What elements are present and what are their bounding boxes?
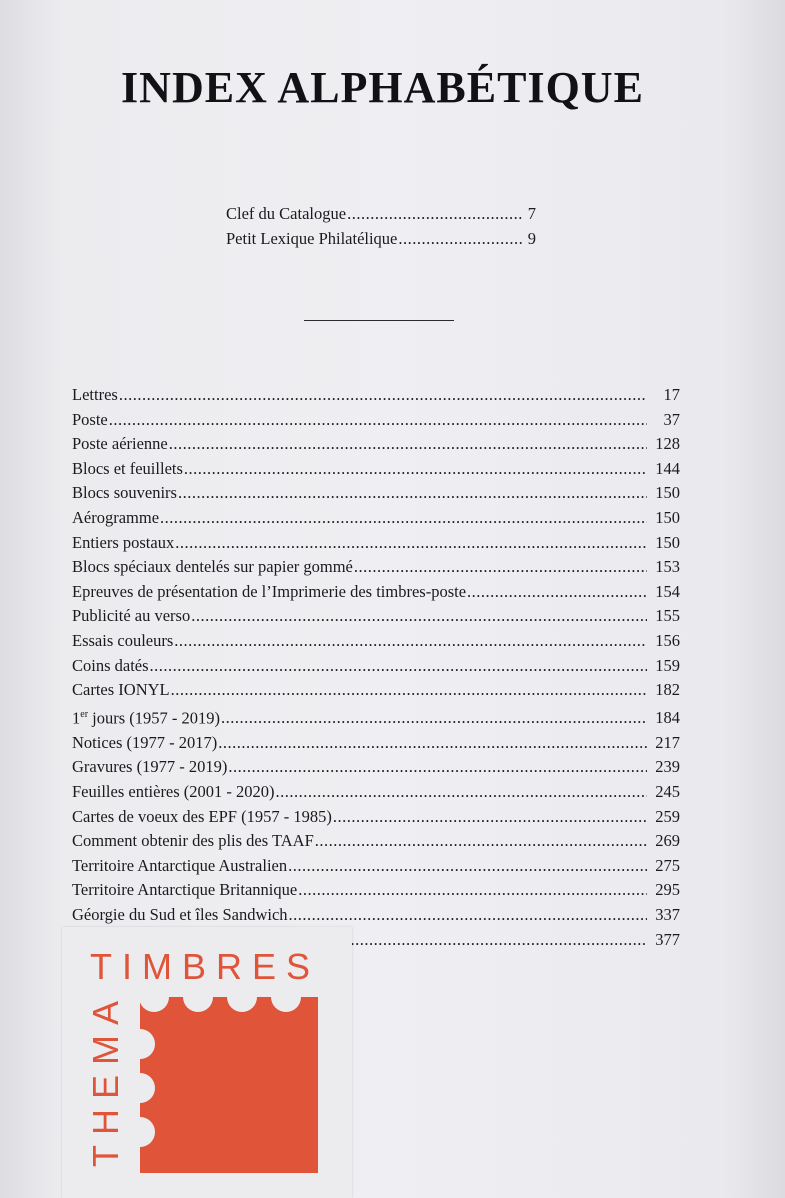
- index-entry: [72, 408, 680, 433]
- page-title: INDEX ALPHABÉTIQUE: [121, 63, 644, 112]
- dot-leader: [191, 604, 647, 629]
- dot-leader: [109, 408, 647, 433]
- entry-label: Feuilles entières (2001 - 2020): [72, 782, 275, 801]
- entry-label: [72, 703, 220, 731]
- entry-page: 275: [655, 855, 680, 875]
- entry-label: Blocs spéciaux dentelés sur papier gommé: [72, 557, 353, 577]
- entry-label: Blocs et feuillets: [72, 458, 183, 478]
- index-entry: [72, 580, 680, 605]
- dot-leader: [169, 432, 647, 457]
- entry-label: Notices (1977 - 2017): [72, 732, 218, 752]
- entry-label: Territoire Antarctique Australien: [72, 855, 288, 875]
- entry-page: 337: [655, 904, 680, 924]
- entry-page: 269: [655, 831, 680, 851]
- dot-leader: [175, 531, 647, 556]
- dot-leader: [160, 506, 647, 531]
- entry-page: 17: [663, 385, 680, 404]
- section-divider: [304, 320, 454, 321]
- entry-label: Essais couleurs: [72, 630, 174, 650]
- entry-page: 144: [655, 458, 680, 478]
- entry-label: Gravures (1977 - 2019): [72, 757, 228, 777]
- entry-label: Cartes IONYL: [72, 680, 170, 700]
- index-entry: [72, 531, 680, 556]
- dot-leader: [315, 829, 647, 854]
- dot-leader: [119, 383, 647, 408]
- entry-label: Territoire Antarctique Britannique: [72, 880, 298, 900]
- index-entry: [72, 555, 680, 580]
- index-entry: [72, 432, 680, 457]
- entry-label: Petit Lexique Philatélique: [226, 228, 398, 248]
- index-entry: [72, 457, 680, 482]
- entry-label: Lettres: [72, 385, 118, 404]
- entry-page: 37: [663, 409, 680, 429]
- index-entry: [226, 202, 536, 227]
- entry-label: Poste: [72, 409, 108, 429]
- dot-leader: [221, 706, 647, 731]
- entry-label: Blocs souvenirs: [72, 483, 177, 503]
- entry-label-superscript: er: [80, 708, 89, 720]
- entry-page: 155: [655, 606, 680, 626]
- logo-word-timbres: TIMBRES: [90, 946, 321, 987]
- main-index-list: [72, 383, 680, 952]
- entry-page: 295: [655, 880, 680, 900]
- entry-label: Cartes de voeux des EPF (1957 - 1985): [72, 806, 332, 826]
- entry-page: 182: [655, 680, 680, 700]
- thema-timbres-logo: [62, 927, 352, 1198]
- index-entry: [72, 604, 680, 629]
- stamp-shape: [140, 997, 318, 1173]
- index-entry: [72, 383, 680, 408]
- dot-leader: [174, 629, 647, 654]
- dot-leader: [218, 731, 647, 756]
- dot-leader: [150, 654, 647, 679]
- index-entry: [72, 829, 680, 854]
- dot-leader: [333, 805, 647, 830]
- index-entry: [72, 854, 680, 879]
- index-entry: [72, 780, 680, 805]
- index-entry: [72, 731, 680, 756]
- dot-leader: [398, 227, 523, 252]
- index-entry: [72, 481, 680, 506]
- entry-page: 150: [655, 532, 680, 552]
- entry-page: 7: [527, 204, 536, 223]
- entry-label: Epreuves de présentation de l’Imprimerie des timbres-poste: [72, 581, 467, 601]
- entry-label: Poste aérienne: [72, 434, 168, 454]
- entry-page: 9: [527, 228, 536, 248]
- index-entry: [72, 878, 680, 903]
- entry-label: Géorgie du Sud et îles Sandwich: [72, 904, 288, 924]
- entry-label: Entiers postaux: [72, 532, 175, 552]
- index-entry: [72, 703, 680, 731]
- dot-leader: [288, 854, 647, 879]
- dot-leader: [347, 202, 523, 227]
- dot-leader: [228, 755, 647, 780]
- entry-page: 153: [655, 557, 680, 577]
- entry-page: 154: [655, 581, 680, 601]
- entry-label: Coins datés: [72, 655, 149, 675]
- dot-leader: [178, 481, 647, 506]
- top-index-list: [226, 202, 536, 251]
- index-entry: [72, 805, 680, 830]
- logo-graphic: [62, 927, 352, 1198]
- entry-page: 377: [655, 929, 680, 949]
- entry-label-ordinal: 1: [72, 708, 81, 728]
- entry-label: Comment obtenir des plis des TAAF: [72, 831, 314, 851]
- entry-label: Aérogramme: [72, 507, 160, 527]
- dot-leader: [467, 580, 647, 605]
- dot-leader: [289, 903, 647, 928]
- index-entry: [72, 654, 680, 679]
- entry-page: 259: [655, 806, 680, 826]
- index-entry: [72, 506, 680, 531]
- entry-page: 159: [655, 655, 680, 675]
- dot-leader: [276, 780, 647, 805]
- entry-page: 217: [655, 732, 680, 752]
- dot-leader: [171, 678, 647, 703]
- entry-page: 239: [655, 757, 680, 777]
- entry-page: 156: [655, 630, 680, 650]
- index-entry: [72, 678, 680, 703]
- index-entry: [72, 629, 680, 654]
- entry-page: 150: [655, 507, 680, 527]
- entry-label: Publicité au verso: [72, 606, 191, 626]
- index-entry: [226, 227, 536, 252]
- index-entry: [72, 755, 680, 780]
- entry-page: 184: [655, 708, 680, 728]
- entry-label: Clef du Catalogue: [226, 204, 347, 223]
- entry-page: 150: [655, 483, 680, 503]
- index-entry: [72, 903, 680, 928]
- entry-page: 245: [655, 782, 680, 801]
- dot-leader: [298, 878, 647, 903]
- logo-word-thema: THEMA: [85, 991, 126, 1167]
- entry-label-rest: jours (1957 - 2019): [88, 708, 221, 728]
- entry-page: 128: [655, 434, 680, 454]
- dot-leader: [354, 555, 647, 580]
- dot-leader: [184, 457, 647, 482]
